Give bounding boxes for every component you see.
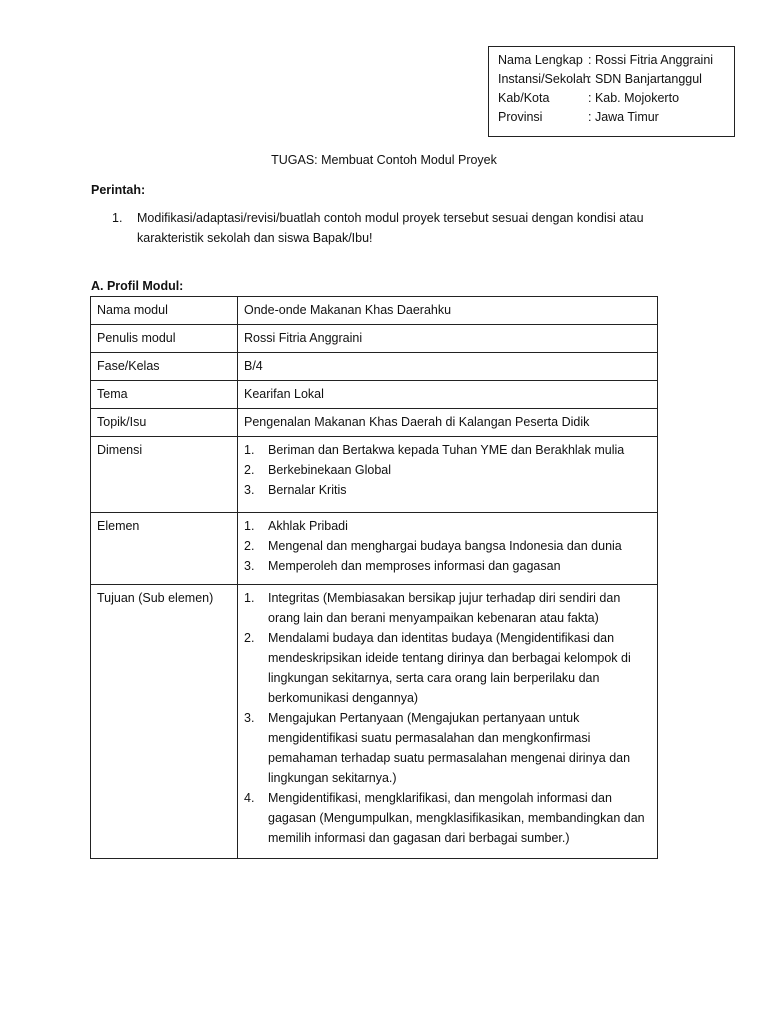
row-value: Rossi Fitria Anggraini — [238, 325, 658, 353]
table-row — [91, 409, 658, 437]
list-text: Integritas (Membiasakan bersikap jujur terhadap diri sendiri dan orang lain dan berani menyampaikan kebenaran atau fakta) — [268, 591, 621, 625]
identity-value: : Kab. Mojokerto — [588, 91, 680, 105]
list-number: 1. — [112, 211, 123, 225]
list-number: 3. — [244, 483, 255, 497]
instruction-text: Modifikasi/adaptasi/revisi/buatlah contoh modul proyek tersebut sesuai dengan kondisi atau karakteristik sekolah dan siswa Bapak/Ibu! — [137, 211, 644, 245]
identity-label: Provinsi — [498, 110, 543, 124]
table-row — [91, 585, 658, 859]
list-number: 1. — [244, 519, 255, 533]
table-row — [91, 353, 658, 381]
list-item — [244, 708, 651, 788]
identity-label: Instansi/Sekolah — [498, 72, 590, 86]
list-text: Akhlak Pribadi — [268, 519, 348, 533]
list-number: 1. — [244, 591, 255, 605]
identity-label: Nama Lengkap — [498, 53, 583, 67]
identity-box — [488, 46, 735, 137]
list-text: Mengidentifikasi, mengklarifikasi, dan mengolah informasi dan gagasan (Mengumpulkan, mengklasifikasikan, membandingkan dan memilih informasi dan gagasan dari berbagai sumber.) — [268, 791, 645, 845]
identity-row-name — [498, 51, 734, 70]
row-label: Nama modul — [91, 297, 238, 325]
table-row — [91, 437, 658, 513]
identity-value: : Rossi Fitria Anggraini — [588, 53, 714, 67]
row-label: Elemen — [91, 513, 238, 585]
table-row — [91, 325, 658, 353]
instructions-heading: Perintah: — [91, 183, 146, 197]
identity-label: Kab/Kota — [498, 91, 550, 105]
list-item — [244, 536, 651, 556]
list-text: Berkebinekaan Global — [268, 463, 391, 477]
identity-row-school — [498, 70, 734, 89]
list-item — [244, 556, 651, 576]
list-item — [244, 480, 651, 500]
table-row — [91, 381, 658, 409]
list-text: Memperoleh dan memproses informasi dan gagasan — [268, 559, 561, 573]
list-text: Mengenal dan menghargai budaya bangsa Indonesia dan dunia — [268, 539, 622, 553]
profile-table — [90, 296, 658, 859]
list-number: 2. — [244, 631, 255, 645]
list-text: Mendalami budaya dan identitas budaya (Mengidentifikasi dan mendeskripsikan ideide tentang dirinya dan berbagai kelompok di lingkungan sekitarnya, serta cara orang lain berperilaku dan berkomunikasi dengannya) — [268, 631, 631, 705]
row-value — [238, 513, 658, 585]
document-title: TUGAS: Membuat Contoh Modul Proyek — [271, 153, 497, 167]
tujuan-list — [244, 588, 651, 848]
list-text: Bernalar Kritis — [268, 483, 347, 497]
table-row — [91, 297, 658, 325]
row-value: B/4 — [238, 353, 658, 381]
row-label: Fase/Kelas — [91, 353, 238, 381]
row-label: Tema — [91, 381, 238, 409]
row-value: Onde-onde Makanan Khas Daerahku — [238, 297, 658, 325]
table-row — [91, 513, 658, 585]
dimensi-list — [244, 440, 651, 500]
row-label: Topik/Isu — [91, 409, 238, 437]
row-label: Tujuan (Sub elemen) — [91, 585, 238, 859]
list-item — [244, 788, 651, 848]
list-text: Beriman dan Bertakwa kepada Tuhan YME dan Berakhlak mulia — [268, 443, 625, 457]
section-heading: A. Profil Modul: — [91, 279, 184, 293]
list-number: 4. — [244, 791, 255, 805]
identity-value: : Jawa Timur — [588, 110, 659, 124]
row-label: Penulis modul — [91, 325, 238, 353]
row-value — [238, 585, 658, 859]
row-label: Dimensi — [91, 437, 238, 513]
list-number: 3. — [244, 559, 255, 573]
list-number: 2. — [244, 463, 255, 477]
identity-row-city — [498, 89, 734, 108]
list-number: 2. — [244, 539, 255, 553]
identity-value: : SDN Banjartanggul — [588, 72, 702, 86]
list-item — [244, 588, 651, 628]
row-value: Pengenalan Makanan Khas Daerah di Kalangan Peserta Didik — [238, 409, 658, 437]
list-item — [244, 440, 651, 460]
list-number: 3. — [244, 711, 255, 725]
list-item — [244, 628, 651, 708]
identity-row-province — [498, 108, 734, 127]
instruction-item — [112, 208, 672, 248]
list-item — [244, 516, 651, 536]
list-text: Mengajukan Pertanyaan (Mengajukan pertanyaan untuk mengidentifikasi suatu permasalahan dan mengkonfirmasi pemahaman terhadap suatu permasalahan mengenai dirinya dan lingkungan sekitarnya.) — [268, 711, 631, 785]
list-item — [244, 460, 651, 480]
list-number: 1. — [244, 443, 255, 457]
elemen-list — [244, 516, 651, 576]
row-value — [238, 437, 658, 513]
row-value: Kearifan Lokal — [238, 381, 658, 409]
